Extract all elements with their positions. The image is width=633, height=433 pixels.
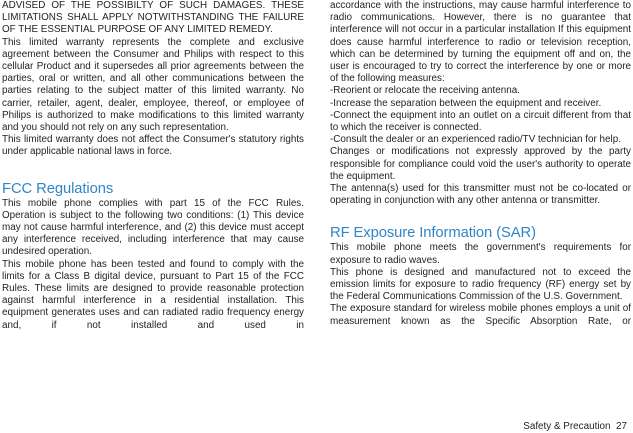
right-column (330, 0, 631, 328)
rf-sar-paragraph: The exposure standard for wireless mobile phones employs a unit of measurement known as the Specific Absorption Rate, or (330, 303, 631, 327)
rf-requirements-paragraph: This mobile phone meets the government's requirements for exposure to radio waves. (330, 242, 631, 266)
warranty-limitations-paragraph: ADVISED OF THE POSSIBILTY OF SUCH DAMAGES. THESE LIMITATIONS SHALL APPLY NOTWITHSTANDING THE FAILURE OF THE ESSENTIAL PURPOSE OF ANY LIMITED REMEDY. (2, 0, 304, 36)
measure-item: -Consult the dealer or an experienced radio/TV technician for help. (330, 134, 621, 146)
fcc-compliance-paragraph: This mobile phone complies with part 15 of the FCC Rules. Operation is subject to the following two conditions: (1) This device may not cause harmful interference, and (2) this device must accept any interference received, including interference that may cause undesired operation. (2, 197, 304, 258)
antenna-paragraph: The antenna(s) used for this transmitter must not be co-located or operating in conjunction with any other antenna or transmitter. (330, 183, 631, 207)
page-number: 27 (616, 421, 627, 432)
changes-paragraph: Changes or modifications not expressly approved by the party responsible for compliance could void the user's authority to operate the equipment. (330, 146, 631, 182)
measure-item: -Increase the separation between the equipment and receiver. (330, 97, 602, 109)
measure-item: -Connect the equipment into an outlet on a circuit different from that to which the receiver is connected. (330, 109, 631, 134)
fcc-regulations-heading: FCC Regulations (2, 180, 114, 197)
footer-section-title: Safety & Precaution (523, 421, 611, 432)
warranty-agreement-paragraph: This limited warranty represents the complete and exclusive agreement between the Consumer and Philips with respect to this cellular Product and it supersedes all prior agreements between the parties, oral or written, and all other communications between the parties relating to the subject matter of this limited warranty. No carrier, retailer, agent, dealer, employee, thereof, or employee of Philips is authorized to make modifications to this limited warranty and you should not rely on any such representation. (2, 36, 304, 134)
fcc-class-b-paragraph: This mobile phone has been tested and found to comply with the limits for a Class B digital device, pursuant to Part 15 of the FCC Rules. These limits are designed to provide reasonable protection against harmful interference in a residential installation. This equipment generates uses and can radiated radio frequency energy and, if not installed and used in (2, 258, 304, 331)
page-footer (523, 421, 627, 433)
measure-item: -Reorient or relocate the receiving antenna. (330, 85, 520, 97)
statutory-rights-paragraph: This limited warranty does not affect the Consumer's statutory rights under applicable national laws in force. (2, 134, 304, 158)
interference-paragraph: accordance with the instructions, may cause harmful interference to radio communications. However, there is no guarantee that interference will not occur in a particular installation If this equipment does cause harmful interference to radio or television reception, which can be determined by turning the equipment off and on, the user is encouraged to try to correct the interference by one or more of the following measures: (330, 0, 631, 85)
rf-emission-paragraph: This phone is designed and manufactured not to exceed the emission limits for exposure to radio frequency (RF) energy set by the Federal Communications Commission of the U.S. Government. (330, 266, 631, 303)
rf-exposure-heading: RF Exposure Information (SAR) (330, 225, 536, 242)
left-column (2, 0, 304, 332)
